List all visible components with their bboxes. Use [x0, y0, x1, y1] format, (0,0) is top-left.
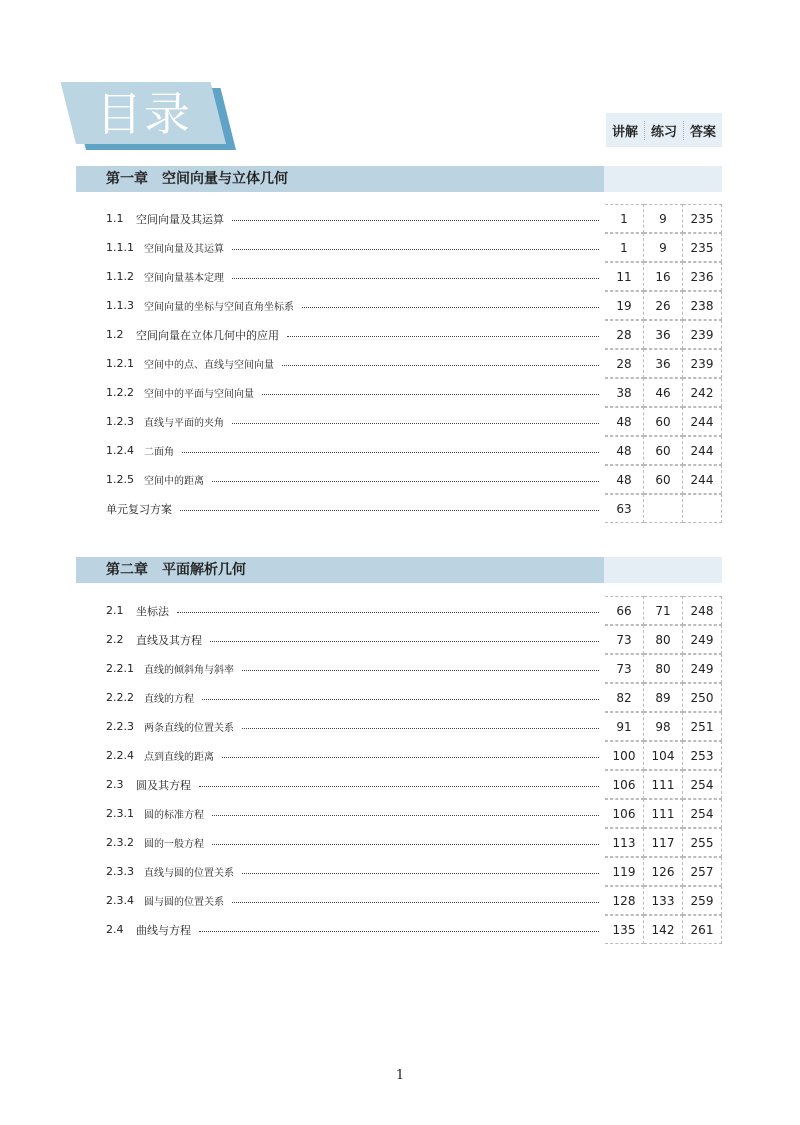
page-practice: 16 [644, 262, 683, 291]
page-practice: 46 [644, 378, 683, 407]
dot-leader [202, 699, 599, 700]
section-title: 空间中的平面与空间向量 [144, 389, 254, 400]
dot-leader [262, 394, 599, 395]
entry-title [106, 269, 605, 284]
column-header-practice: 练习 [645, 121, 684, 140]
page-practice: 133 [644, 886, 683, 915]
toc-entry[interactable] [106, 204, 722, 233]
page-lecture: 38 [605, 378, 644, 407]
toc-entry[interactable] [106, 378, 722, 407]
toc-entry[interactable] [106, 857, 722, 886]
section-number: 1.1.1 [106, 241, 134, 254]
entry-title [106, 719, 605, 734]
page-practice: 26 [644, 291, 683, 320]
page-answer: 248 [683, 596, 722, 625]
page-practice: 111 [644, 770, 683, 799]
toc-entry[interactable] [106, 596, 722, 625]
section-title: 圆的一般方程 [144, 839, 204, 850]
entry-title [106, 211, 605, 227]
entry-title [106, 690, 605, 705]
section-number: 1.1 [106, 212, 124, 225]
dot-leader [232, 249, 599, 250]
page-answer [683, 494, 722, 523]
page-practice: 117 [644, 828, 683, 857]
entry-title [106, 603, 605, 619]
page-answer: 236 [683, 262, 722, 291]
page-practice: 142 [644, 915, 683, 944]
chapter-title: 第一章 空间向量与立体几何 [76, 166, 604, 192]
toc-entry[interactable] [106, 654, 722, 683]
section-title: 单元复习方案 [106, 502, 172, 516]
page-practice: 89 [644, 683, 683, 712]
page-answer: 235 [683, 204, 722, 233]
section-number: 2.2 [106, 633, 124, 646]
page-answer: 253 [683, 741, 722, 770]
entry-title [106, 443, 605, 458]
section-title: 圆与圆的位置关系 [144, 897, 224, 908]
column-headers [606, 113, 722, 147]
page-answer: 244 [683, 465, 722, 494]
dot-leader [199, 931, 599, 932]
page-lecture: 11 [605, 262, 644, 291]
column-header-lecture: 讲解 [606, 121, 645, 140]
page-practice: 60 [644, 407, 683, 436]
entry-title [106, 893, 605, 908]
chapter-2-entries [106, 596, 722, 944]
toc-entry[interactable] [106, 320, 722, 349]
section-number: 2.2.3 [106, 720, 134, 733]
page-answer: 259 [683, 886, 722, 915]
page-practice: 60 [644, 465, 683, 494]
toc-entry[interactable] [106, 828, 722, 857]
page-lecture: 113 [605, 828, 644, 857]
entry-title [106, 748, 605, 763]
entry-title [106, 806, 605, 821]
section-number: 2.3.4 [106, 894, 134, 907]
page-practice: 98 [644, 712, 683, 741]
page-answer: 244 [683, 436, 722, 465]
page-answer: 239 [683, 349, 722, 378]
dot-leader [212, 815, 599, 816]
entry-title [106, 777, 605, 793]
page-number: 1 [395, 1068, 405, 1083]
toc-entry[interactable] [106, 799, 722, 828]
section-number: 1.2.3 [106, 415, 134, 428]
page-answer: 250 [683, 683, 722, 712]
entry-title [106, 356, 605, 371]
page-practice: 60 [644, 436, 683, 465]
page-lecture: 82 [605, 683, 644, 712]
section-title: 空间向量的坐标与空间直角坐标系 [144, 302, 294, 313]
dot-leader [242, 670, 599, 671]
page-lecture: 106 [605, 770, 644, 799]
section-title: 空间向量在立体几何中的应用 [136, 328, 279, 342]
page-practice: 111 [644, 799, 683, 828]
page-lecture: 1 [605, 233, 644, 262]
section-number: 1.1.2 [106, 270, 134, 283]
page-lecture: 28 [605, 320, 644, 349]
section-number: 1.1.3 [106, 299, 134, 312]
page-lecture: 73 [605, 625, 644, 654]
toc-entry[interactable] [106, 465, 722, 494]
section-title: 圆及其方程 [136, 778, 191, 792]
section-title: 曲线与方程 [136, 923, 191, 937]
entry-title [106, 298, 605, 313]
toc-entry[interactable] [106, 741, 722, 770]
dot-leader [287, 336, 599, 337]
section-title: 直线及其方程 [136, 633, 202, 647]
dot-leader [199, 786, 599, 787]
toc-entry[interactable] [106, 262, 722, 291]
dot-leader [232, 902, 599, 903]
page-practice: 126 [644, 857, 683, 886]
dot-leader [177, 612, 599, 613]
section-title: 直线的倾斜角与斜率 [144, 665, 234, 676]
dot-leader [212, 481, 599, 482]
toc-entry[interactable] [106, 349, 722, 378]
dot-leader [232, 423, 599, 424]
section-number: 1.2.2 [106, 386, 134, 399]
section-number: 2.3 [106, 778, 124, 791]
dot-leader [222, 757, 599, 758]
section-title: 圆的标准方程 [144, 810, 204, 821]
dot-leader [232, 278, 599, 279]
page-answer: 242 [683, 378, 722, 407]
entry-title [106, 501, 605, 517]
section-title: 点到直线的距离 [144, 752, 214, 763]
page-lecture: 48 [605, 465, 644, 494]
toc-entry[interactable] [106, 886, 722, 915]
toc-entry[interactable] [106, 494, 722, 523]
page-practice: 36 [644, 320, 683, 349]
section-title: 直线与圆的位置关系 [144, 868, 234, 879]
entry-title [106, 864, 605, 879]
page-title: 目录 [96, 87, 192, 141]
section-number: 2.4 [106, 923, 124, 936]
entry-title [106, 835, 605, 850]
page-answer: 249 [683, 654, 722, 683]
page-answer: 239 [683, 320, 722, 349]
section-title: 空间向量及其运算 [136, 212, 224, 226]
section-number: 2.3.2 [106, 836, 134, 849]
section-title: 二面角 [144, 447, 174, 458]
section-title: 直线与平面的夹角 [144, 418, 224, 429]
page-answer: 238 [683, 291, 722, 320]
entry-title [106, 327, 605, 343]
toc-entry[interactable] [106, 625, 722, 654]
toc-entry[interactable] [106, 291, 722, 320]
page-practice: 71 [644, 596, 683, 625]
dot-leader [242, 873, 599, 874]
page-practice: 104 [644, 741, 683, 770]
page-lecture: 119 [605, 857, 644, 886]
page-answer: 244 [683, 407, 722, 436]
toc-entry[interactable] [106, 407, 722, 436]
section-number: 2.1 [106, 604, 124, 617]
toc-entry[interactable] [106, 436, 722, 465]
column-header-answers: 答案 [689, 124, 716, 140]
page-practice [644, 494, 683, 523]
toc-entry[interactable] [106, 683, 722, 712]
entry-title [106, 414, 605, 429]
section-title: 空间中的距离 [144, 476, 204, 487]
page-answer: 254 [683, 770, 722, 799]
entry-title [106, 385, 605, 400]
page-practice: 36 [644, 349, 683, 378]
page-lecture: 1 [605, 204, 644, 233]
page-answer: 235 [683, 233, 722, 262]
entry-title [106, 632, 605, 648]
toc-entry[interactable] [106, 712, 722, 741]
entry-title [106, 922, 605, 938]
section-title: 空间中的点、直线与空间向量 [144, 360, 274, 371]
section-number: 1.2.5 [106, 473, 134, 486]
toc-entry[interactable] [106, 233, 722, 262]
chapter-heading [76, 166, 722, 192]
dot-leader [302, 307, 599, 308]
section-number: 2.2.4 [106, 749, 134, 762]
chapter-heading [76, 557, 722, 583]
page-answer: 249 [683, 625, 722, 654]
page-answer: 257 [683, 857, 722, 886]
page-practice: 9 [644, 204, 683, 233]
dot-leader [232, 220, 599, 221]
dot-leader [210, 641, 599, 642]
section-number: 1.2.4 [106, 444, 134, 457]
section-title: 坐标法 [136, 604, 169, 618]
page-lecture: 106 [605, 799, 644, 828]
page-lecture: 48 [605, 407, 644, 436]
page-lecture: 91 [605, 712, 644, 741]
dot-leader [212, 844, 599, 845]
section-title: 直线的方程 [144, 694, 194, 705]
page-lecture: 135 [605, 915, 644, 944]
page-answer: 255 [683, 828, 722, 857]
page-answer: 254 [683, 799, 722, 828]
entry-title [106, 661, 605, 676]
section-number: 2.3.1 [106, 807, 134, 820]
page-answer: 261 [683, 915, 722, 944]
section-number: 2.3.3 [106, 865, 134, 878]
page-lecture: 63 [605, 494, 644, 523]
page-lecture: 73 [605, 654, 644, 683]
toc-entry[interactable] [106, 915, 722, 944]
page-answer: 251 [683, 712, 722, 741]
page-lecture: 19 [605, 291, 644, 320]
page-lecture: 128 [605, 886, 644, 915]
dot-leader [182, 452, 599, 453]
page-practice: 9 [644, 233, 683, 262]
page-lecture: 66 [605, 596, 644, 625]
section-number: 2.2.2 [106, 691, 134, 704]
section-title: 空间向量基本定理 [144, 273, 224, 284]
page-practice: 80 [644, 625, 683, 654]
page-lecture: 100 [605, 741, 644, 770]
dot-leader [180, 510, 599, 511]
toc-entry[interactable] [106, 770, 722, 799]
entry-title [106, 240, 605, 255]
entry-title [106, 472, 605, 487]
page-lecture: 28 [605, 349, 644, 378]
section-title: 两条直线的位置关系 [144, 723, 234, 734]
page-lecture: 48 [605, 436, 644, 465]
section-number: 1.2 [106, 328, 124, 341]
chapter-title: 第二章 平面解析几何 [76, 557, 604, 583]
chapter-1-entries [106, 204, 722, 523]
section-number: 1.2.1 [106, 357, 134, 370]
dot-leader [242, 728, 599, 729]
page-practice: 80 [644, 654, 683, 683]
section-number: 2.2.1 [106, 662, 134, 675]
dot-leader [282, 365, 599, 366]
section-title: 空间向量及其运算 [144, 244, 224, 255]
